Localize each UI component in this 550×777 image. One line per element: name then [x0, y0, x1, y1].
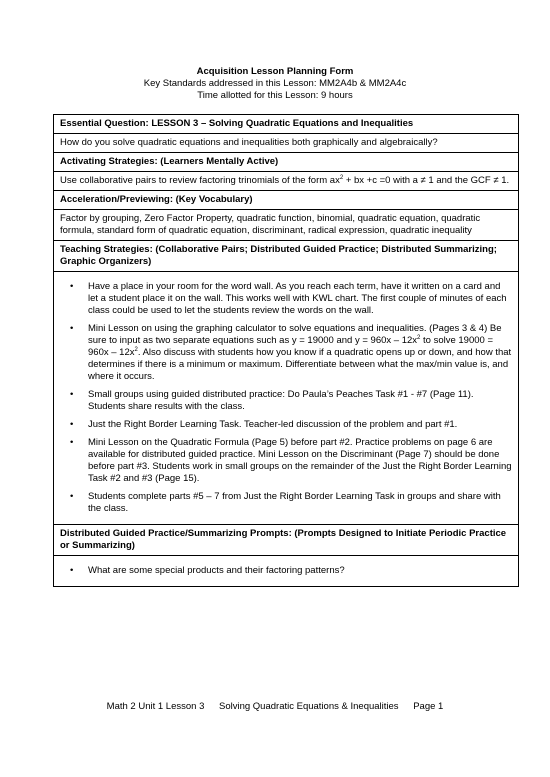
- activating-heading: Activating Strategies: (Learners Mentally Active): [54, 153, 519, 172]
- form-header: [0, 66, 550, 102]
- bullet-icon: •: [70, 323, 74, 334]
- list-item: • Small groups using guided distributed practice: Do Paula’s Peaches Task #1 - #7 (Page 11). Students share results with the class.: [70, 389, 474, 412]
- teaching-list: [60, 281, 512, 515]
- footer-page-number: Page 1: [413, 701, 444, 712]
- list-item: • What are some special products and their factoring patterns?: [70, 565, 345, 576]
- key-standards: Key Standards addressed in this Lesson: MM2A4b & MM2A4c: [143, 78, 407, 89]
- distributed-list: [60, 565, 512, 577]
- form-title: Acquisition Lesson Planning Form: [196, 66, 354, 77]
- bullet-icon: •: [70, 491, 74, 502]
- list-item: • Have a place in your room for the word wall. As you reach each term, have it written on a card and let a student place it on the wall. This works well with KWL chart. The first couple of minutes of each class could be used to let the students review the words on the wall.: [70, 281, 507, 316]
- distributed-body: [54, 556, 519, 587]
- activating-text: Use collaborative pairs to review factoring trinomials of the form $ax^2$ + bx +c =0 with a ≠ 1 and the GCF ≠ 1.: [54, 172, 519, 191]
- teaching-body: [54, 272, 519, 525]
- footer-course: Math 2 Unit 1 Lesson 3: [106, 701, 205, 712]
- acceleration-heading: Acceleration/Previewing: (Key Vocabulary): [54, 191, 519, 210]
- page-footer: [0, 701, 550, 712]
- list-item: • Just the Right Border Learning Task. Teacher-led discussion of the problem and part #1.: [70, 419, 458, 430]
- bullet-icon: •: [70, 419, 74, 430]
- time-allotted: Time allotted for this Lesson: 9 hours: [197, 90, 353, 101]
- lesson-plan-table: [53, 114, 519, 587]
- vocabulary-text: Factor by grouping, Zero Factor Property, quadratic function, binomial, quadratic equation, quadratic formula, standard form of quadratic equation, discriminant, radical expression, quadratic inequality: [54, 210, 519, 241]
- bullet-icon: •: [70, 565, 74, 576]
- list-item: • Mini Lesson on using the graphing calculator to solve equations and inequalities. (Pages 3 & 4) Be sure to input as two separate equations such as y = 19000 and $y = 960x - 12x^2$ to solve $19000 = 960x - 12x^2$. Also discuss with students how you know if a quadratic opens up or down, and how that determines if there is a minimum or maximum. Differentiate between what the max/min value is, and where it occurs.: [70, 323, 512, 382]
- bullet-icon: •: [70, 389, 74, 400]
- list-item: • Students complete parts #5 – 7 from Just the Right Border Learning Task in groups and share with the class.: [70, 491, 501, 514]
- essential-question-text: How do you solve quadratic equations and inequalities both graphically and algebraically?: [54, 134, 519, 153]
- bullet-icon: •: [70, 281, 74, 292]
- list-item: • Mini Lesson on the Quadratic Formula (Page 5) before part #2. Practice problems on page 6 are available for distributed guided practice. Mini Lesson on the Discriminant (Page 7) should be done before part #3. Students work in small groups on the remainder of the Just the Right Border Learning Task #2 and #3 (Page 15).: [70, 437, 512, 484]
- distributed-heading: Distributed Guided Practice/Summarizing Prompts: (Prompts Designed to Initiate Periodic Practice or Summarizing): [54, 525, 519, 556]
- bullet-icon: •: [70, 437, 74, 448]
- essential-question-heading: Essential Question: LESSON 3 – Solving Quadratic Equations and Inequalities: [54, 115, 519, 134]
- teaching-heading: Teaching Strategies: (Collaborative Pairs; Distributed Guided Practice; Distributed Summarizing; Graphic Organizers): [54, 241, 519, 272]
- footer-topic: Solving Quadratic Equations & Inequalities: [219, 701, 399, 712]
